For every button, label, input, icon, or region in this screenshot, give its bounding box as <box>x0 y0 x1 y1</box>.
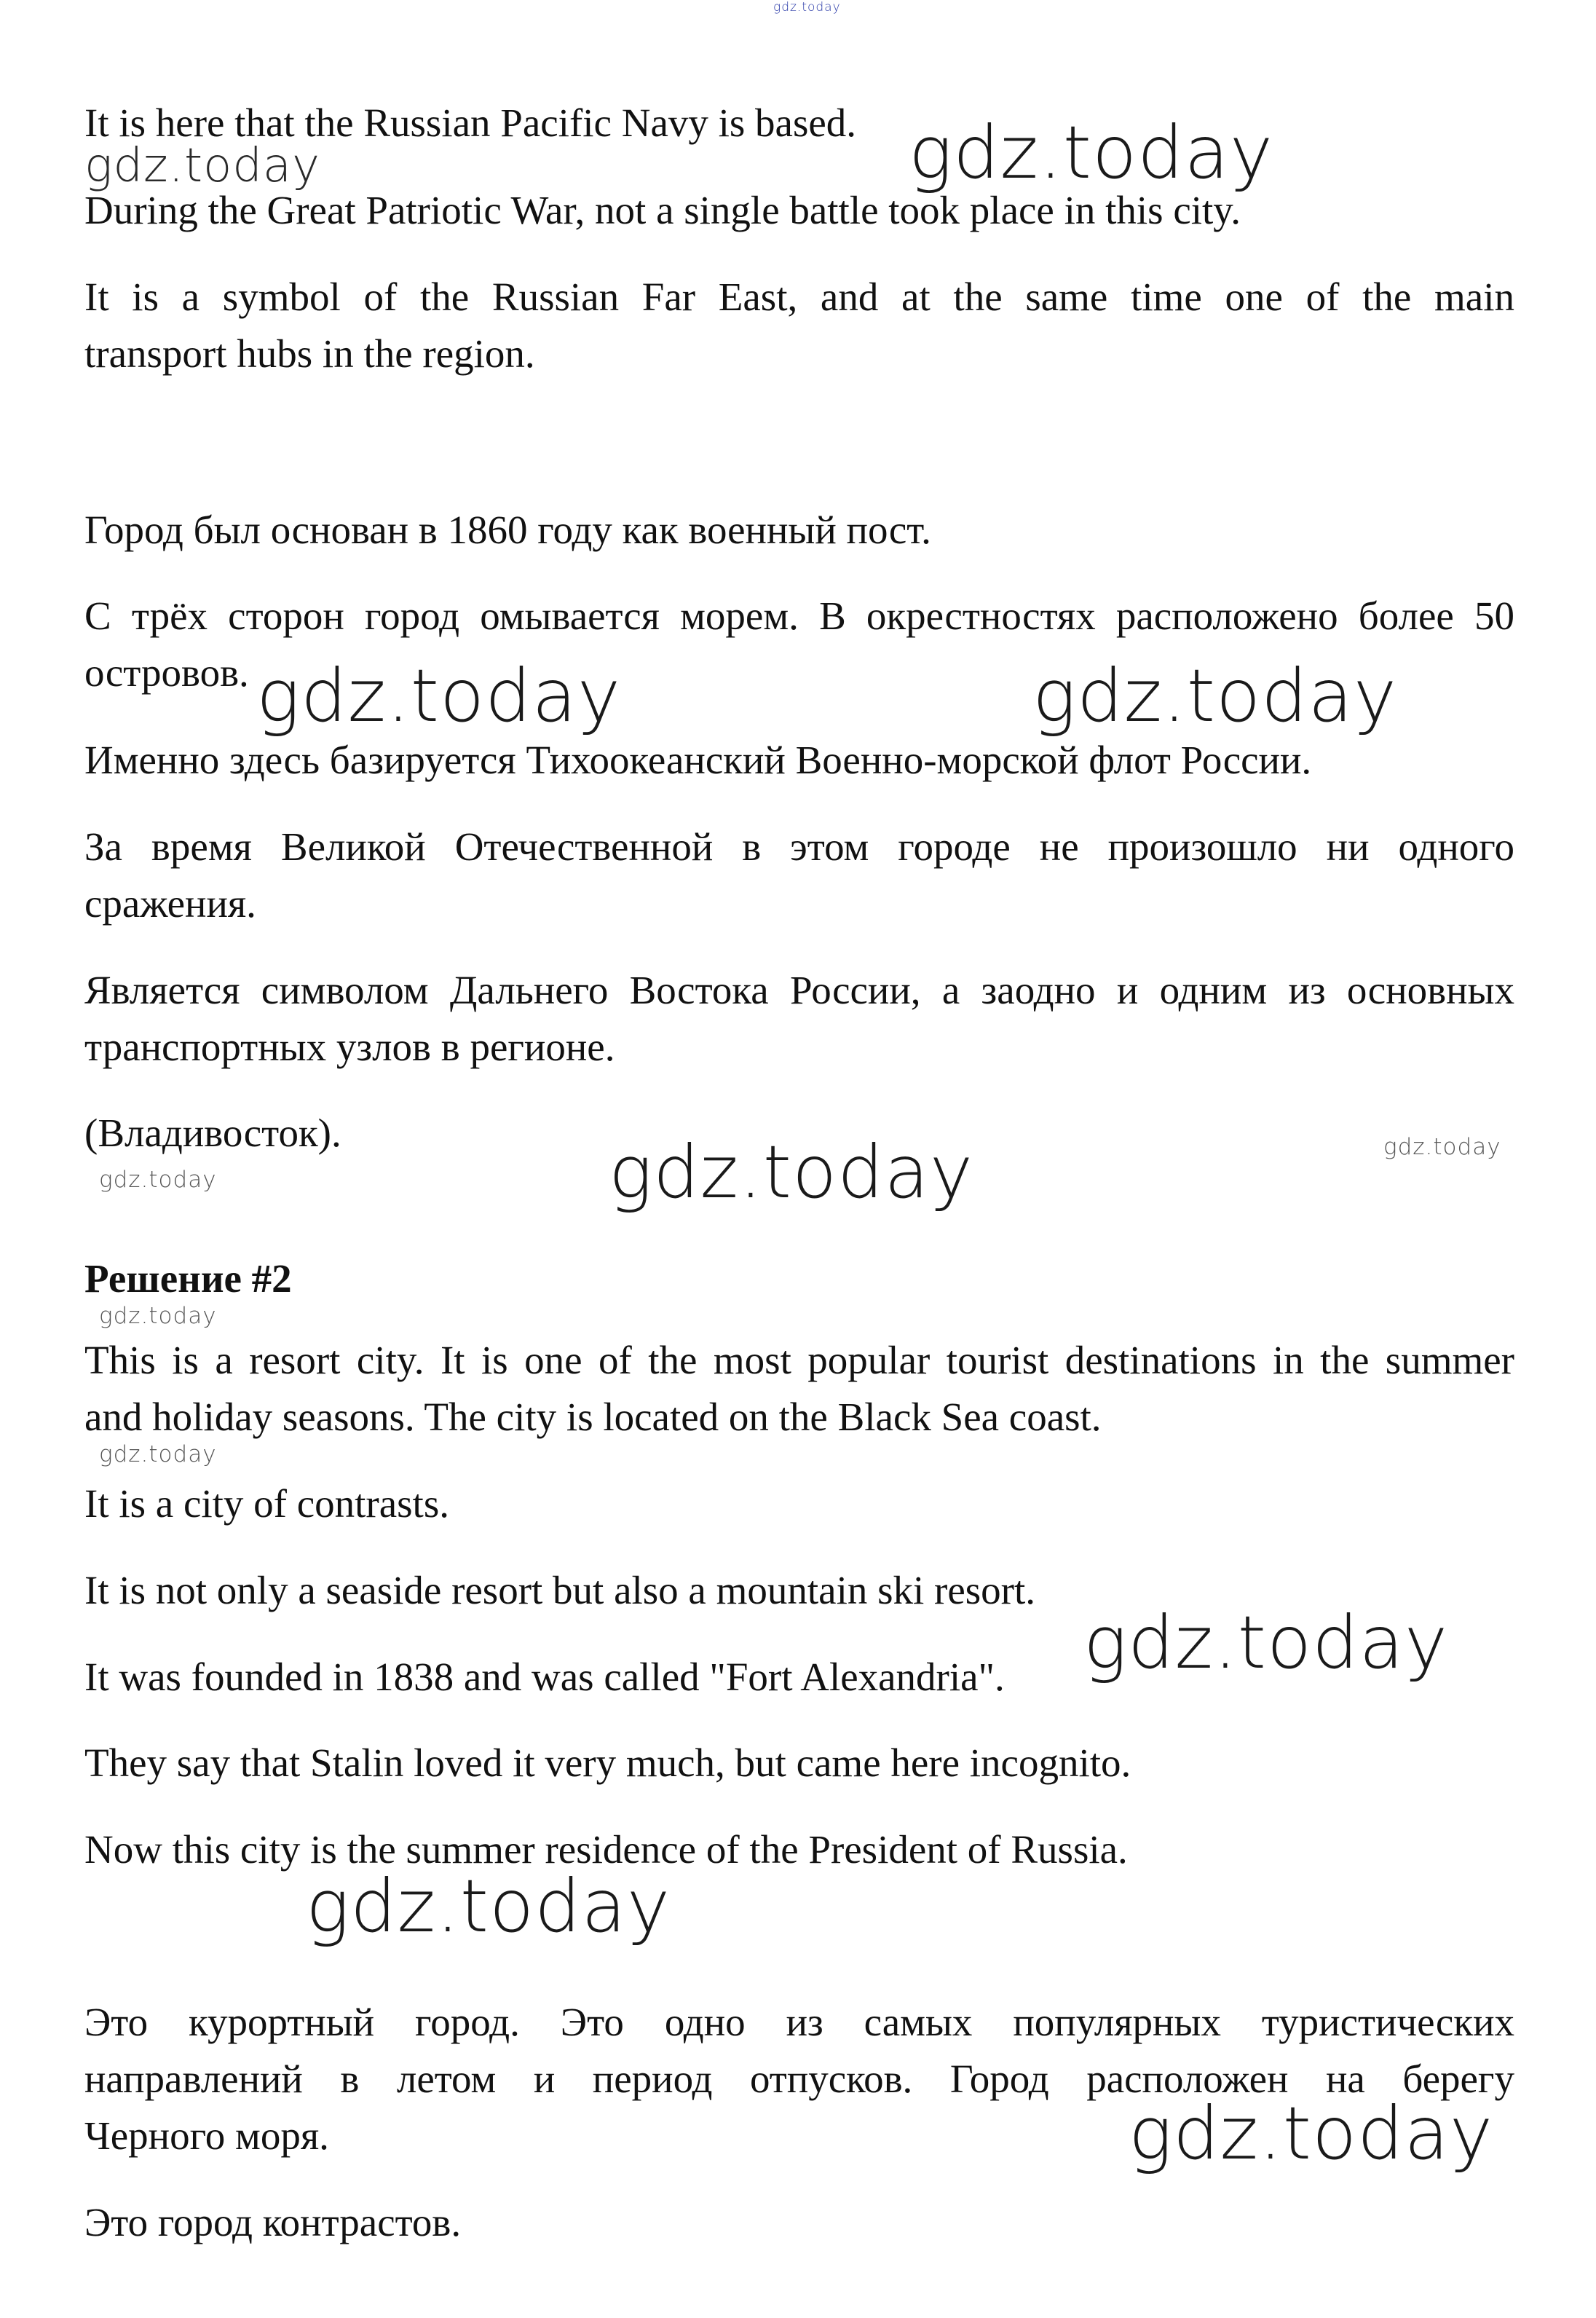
watermark: gdz.today <box>909 110 1274 195</box>
watermark: gdz.today <box>1032 653 1398 738</box>
paragraph-ru-symbol-line1: Является символом Дальнего Востока России, а заодно и одним из основных <box>84 968 1514 1012</box>
paragraph-s2-en-stalin: They say that Stalin loved it very much, but came here incognito. <box>84 1741 1131 1785</box>
paragraph-ru-sea-line2: островов. <box>84 650 249 695</box>
watermark: gdz.today <box>99 1441 217 1467</box>
paragraph-en-symbol-line1: It is a symbol of the Russian Far East, and at the same time one of the main <box>84 275 1514 319</box>
watermark-top: gdz.today <box>773 0 841 15</box>
paragraph-s2-ru-resort-line1: Это курортный город. Это одно из самых популярных туристических <box>84 2000 1514 2044</box>
paragraph-s2-ru-resort-line3: Черного моря. <box>84 2113 329 2158</box>
watermark: gdz.today <box>609 1130 974 1215</box>
watermark: gdz.today <box>256 653 622 738</box>
watermark: gdz.today <box>1383 1134 1501 1160</box>
paragraph-s2-en-resort-line1: This is a resort city. It is one of the most popular tourist destinations in the summer <box>84 1338 1514 1382</box>
paragraph-s2-ru-resort-line2: направлений в летом и период отпусков. Город расположен на берегу <box>84 2057 1514 2101</box>
paragraph-s2-en-resort-line2: and holiday seasons. The city is located on the Black Sea coast. <box>84 1395 1102 1439</box>
watermark: gdz.today <box>84 139 320 193</box>
solution-heading: Решение #2 <box>84 1256 292 1301</box>
paragraph-ru-war-line2: сражения. <box>84 881 256 926</box>
paragraph-ru-sea-line1: С трёх сторон город омывается морем. В окрестностях расположено более 50 <box>84 594 1514 638</box>
watermark: gdz.today <box>99 1303 217 1329</box>
paragraph-s2-en-ski: It is not only a seaside resort but also a mountain ski resort. <box>84 1568 1036 1612</box>
paragraph-ru-symbol-line2: транспортных узлов в регионе. <box>84 1025 615 1069</box>
paragraph-s2-en-founded: It was founded in 1838 and was called "Fort Alexandria". <box>84 1655 1005 1699</box>
watermark: gdz.today <box>99 1167 217 1193</box>
paragraph-ru-navy: Именно здесь базируется Тихоокеанский Военно-морской флот России. <box>84 738 1312 782</box>
watermark: gdz.today <box>306 1864 671 1949</box>
paragraph-s2-en-contrasts: It is a city of contrasts. <box>84 1481 449 1526</box>
watermark: gdz.today <box>1083 1600 1449 1685</box>
paragraph-s2-en-residence: Now this city is the summer residence of the President of Russia. <box>84 1827 1128 1872</box>
paragraph-s2-ru-contrasts: Это город контрастов. <box>84 2200 462 2244</box>
paragraph-en-navy: It is here that the Russian Pacific Navy is based. <box>84 100 857 145</box>
paragraph-en-symbol-line2: transport hubs in the region. <box>84 331 535 376</box>
paragraph-en-war: During the Great Patriotic War, not a single battle took place in this city. <box>84 188 1241 232</box>
paragraph-ru-founded: Город был основан в 1860 году как военный пост. <box>84 508 931 552</box>
watermark: gdz.today <box>1129 2091 1494 2176</box>
answer-text: (Владивосток). <box>84 1111 341 1155</box>
paragraph-ru-war-line1: За время Великой Отечественной в этом городе не произошло ни одного <box>84 824 1514 869</box>
